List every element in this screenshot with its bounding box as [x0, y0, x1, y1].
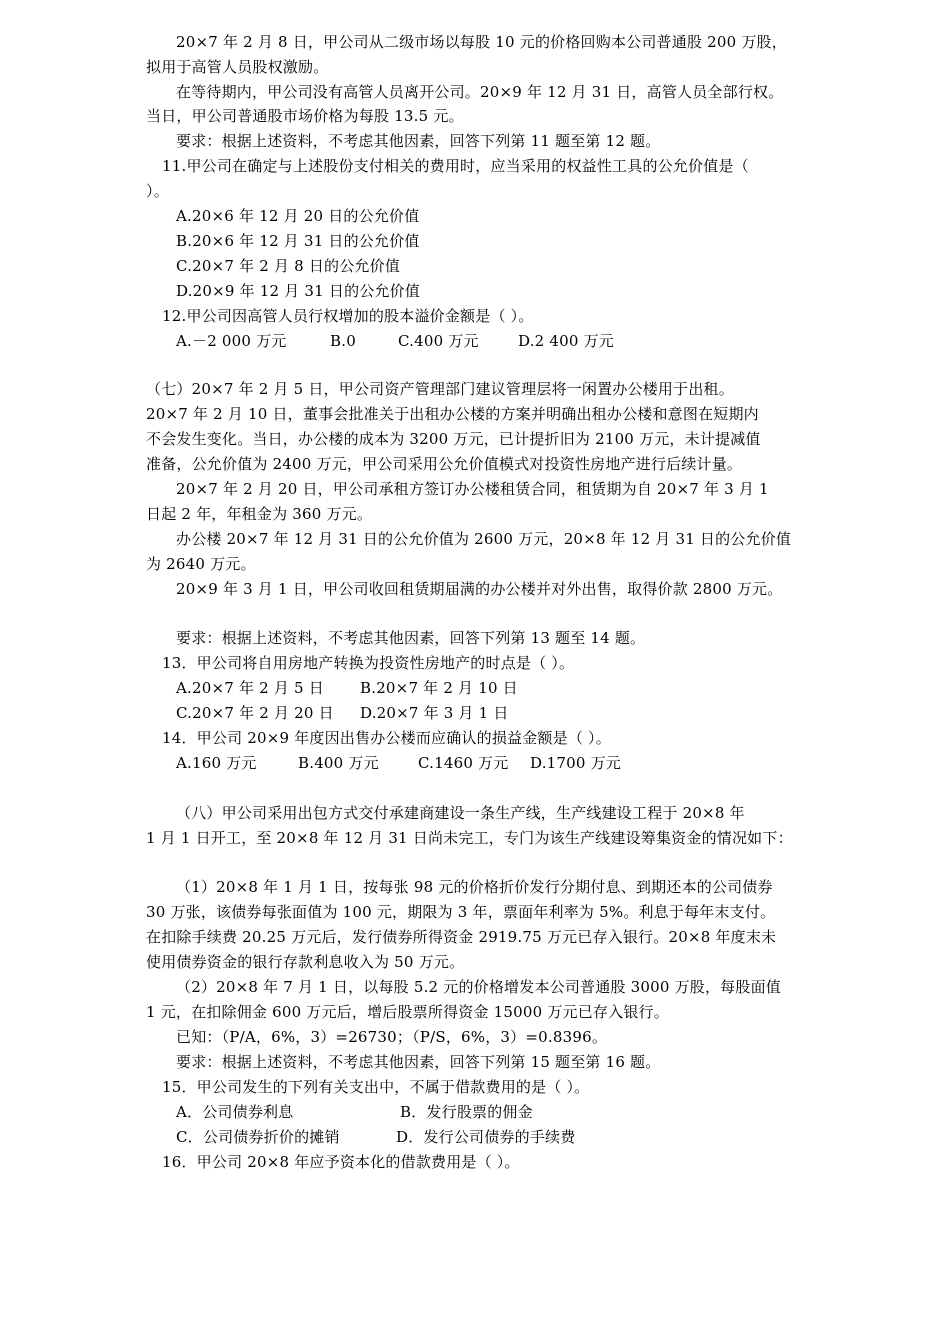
s8-item2-line2: 1 元，在扣除佣金 600 万元后，增后股票所得资金 15000 万元已存入银行。 [146, 1003, 669, 1021]
q12-option-a: A.－2 000 万元 [176, 332, 287, 350]
s7-para3-line1: 办公楼 20×7 年 12 月 31 日的公允价值为 2600 万元，20×8 年 12 月 31 日的公允价值 [176, 530, 792, 548]
s8-known-values: 已知：（P/A，6%，3）=26730；（P/S，6%，3）=0.8396。 [176, 1028, 608, 1046]
s8-item2-line1: （2）20×8 年 7 月 1 日，以每股 5.2 元的价格增发本公司普通股 3000 万股，每股面值 [176, 978, 781, 996]
s7-para2-line1: 20×7 年 2 月 20 日，甲公司承租方签订办公楼租赁合同，租赁期为自 20×7 年 3 月 1 [176, 480, 769, 498]
q15-option-b: B．发行股票的佣金 [400, 1103, 533, 1121]
question-16: 16．甲公司 20×8 年应予资本化的借款费用是（ ）。 [162, 1153, 520, 1171]
s7-para1-line4: 准备，公允价值为 2400 万元，甲公司采用公允价值模式对投资性房地产进行后续计量。 [146, 455, 743, 473]
s7-para1-line1: （七）20×7 年 2 月 5 日，甲公司资产管理部门建议管理层将一闲置办公楼用于出租。 [146, 380, 734, 398]
s7-para1-line2: 20×7 年 2 月 10 日，董事会批准关于出租办公楼的方案并明确出租办公楼和意图在短期内 [146, 405, 759, 423]
q15-option-c: C．公司债券折价的摊销 [176, 1128, 340, 1146]
question-13: 13．甲公司将自用房地产转换为投资性房地产的时点是（ ）。 [162, 654, 575, 672]
q14-option-b: B.400 万元 [298, 754, 379, 772]
q13-option-c: C.20×7 年 2 月 20 日 [176, 704, 334, 722]
s8-item1-line4: 使用债券资金的银行存款利息收入为 50 万元。 [146, 953, 465, 971]
s7-para3-line2: 为 2640 万元。 [146, 555, 256, 573]
question-11-line1: 11.甲公司在确定与上述股份支付相关的费用时，应当采用的权益性工具的公允价值是（ [162, 157, 749, 175]
q13-option-a: A.20×7 年 2 月 5 日 [176, 679, 324, 697]
s6-para2-line2: 当日，甲公司普通股市场价格为每股 13.5 元。 [146, 107, 464, 125]
q15-option-d: D．发行公司债券的手续费 [396, 1128, 576, 1146]
s6-requirement: 要求：根据上述资料，不考虑其他因素，回答下列第 11 题至第 12 题。 [176, 132, 661, 150]
s7-requirement: 要求：根据上述资料，不考虑其他因素，回答下列第 13 题至 14 题。 [176, 629, 646, 647]
question-11-line2: ）。 [146, 182, 169, 200]
s7-para2-line2: 日起 2 年，年租金为 360 万元。 [146, 505, 373, 523]
q11-option-d: D.20×9 年 12 月 31 日的公允价值 [176, 282, 421, 300]
question-15: 15．甲公司发生的下列有关支出中，不属于借款费用的是（ ）。 [162, 1078, 590, 1096]
s8-para1-line2: 1 月 1 日开工，至 20×8 年 12 月 31 日尚未完工，专门为该生产线建设筹集资金的情况如下： [146, 829, 793, 847]
question-14: 14．甲公司 20×9 年度因出售办公楼而应确认的损益金额是（ ）。 [162, 729, 611, 747]
q12-option-c: C.400 万元 [398, 332, 479, 350]
q11-option-c: C.20×7 年 2 月 8 日的公允价值 [176, 257, 401, 275]
s8-item1-line1: （1）20×8 年 1 月 1 日，按每张 98 元的价格折价发行分期付息、到期还本的公司债券 [176, 878, 773, 896]
s6-para1-line2: 拟用于高管人员股权激励。 [146, 58, 329, 76]
q14-option-c: C.1460 万元 [418, 754, 509, 772]
q14-option-d: D.1700 万元 [530, 754, 622, 772]
s7-para4: 20×9 年 3 月 1 日，甲公司收回租赁期届满的办公楼并对外出售，取得价款 2800 万元。 [176, 580, 783, 598]
q12-option-d: D.2 400 万元 [518, 332, 614, 350]
s6-para1-line1: 20×7 年 2 月 8 日，甲公司从二级市场以每股 10 元的价格回购本公司普通股 200 万股， [176, 33, 787, 51]
q14-option-a: A.160 万元 [176, 754, 257, 772]
q15-option-a: A．公司债券利息 [176, 1103, 294, 1121]
q13-option-b: B.20×7 年 2 月 10 日 [360, 679, 518, 697]
s8-item1-line3: 在扣除手续费 20.25 万元后，发行债券所得资金 2919.75 万元已存入银行。20×8 年度末未 [146, 928, 777, 946]
s8-para1-line1: （八）甲公司采用出包方式交付承建商建设一条生产线，生产线建设工程于 20×8 年 [176, 804, 745, 822]
q13-option-d: D.20×7 年 3 月 1 日 [360, 704, 509, 722]
s8-item1-line2: 30 万张，该债券每张面值为 100 元，期限为 3 年，票面年利率为 5%。利息于每年末支付。 [146, 903, 776, 921]
q11-option-b: B.20×6 年 12 月 31 日的公允价值 [176, 232, 420, 250]
s7-para1-line3: 不会发生变化。当日，办公楼的成本为 3200 万元，已计提折旧为 2100 万元，未计提减值 [146, 430, 761, 448]
s8-requirement: 要求：根据上述资料，不考虑其他因素，回答下列第 15 题至第 16 题。 [176, 1053, 661, 1071]
question-12: 12.甲公司因高管人员行权增加的股本溢价金额是（ ）。 [162, 307, 534, 325]
q12-option-b: B.0 [330, 332, 356, 350]
s6-para2-line1: 在等待期内，甲公司没有高管人员离开公司。20×9 年 12 月 31 日，高管人员全部行权。 [176, 83, 784, 101]
q11-option-a: A.20×6 年 12 月 20 日的公允价值 [176, 207, 420, 225]
